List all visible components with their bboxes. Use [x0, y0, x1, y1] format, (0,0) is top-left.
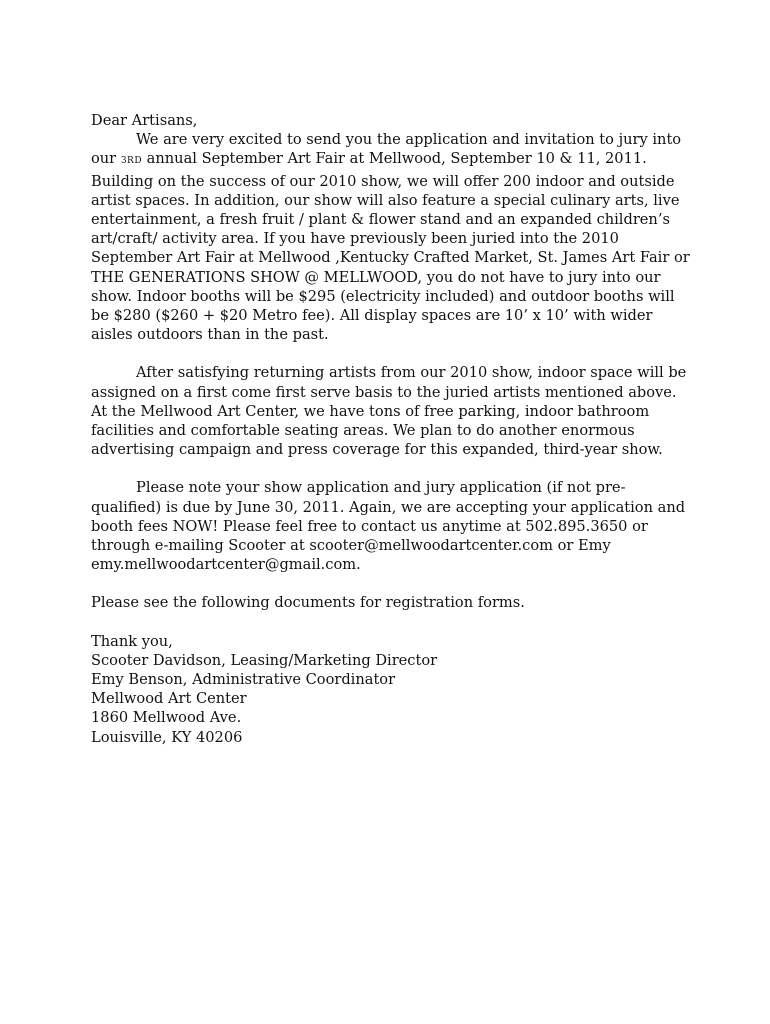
closing: Thank you, — [91, 632, 173, 650]
signature-line: Emy Benson, Administrative Coordinator — [91, 671, 396, 689]
paragraph-gap — [91, 459, 691, 478]
salutation: Dear Artisans, — [91, 112, 198, 129]
signature-line: 1860 Mellwood Ave. — [91, 709, 242, 727]
paragraph-gap — [91, 613, 691, 632]
paragraph-registration: Please see the following documents for registration forms. — [91, 594, 525, 612]
paragraph-deadline: Please note your show application and jury application (if not pre-qualified) is due by June 30, 2011. Again, we are accepting your application and booth fees NOW! Please feel free to contact us anytime at 502.895.3650 or through e-mailing Scooter at scooter@mellwoodartcenter.com or Emy emy.mellwoodartcenter@gmail.com. — [91, 479, 686, 574]
paragraph-invitation-rest: annual September Art Fair at Mellwood, September 10 & 11, 2011. Building on the success of our 2010 show, we will offer 200 indoor and outside artist spaces. In addition, our show will also feature a special culinary arts, live entertainment, a fresh fruit / plant & flower stand and an expanded children’s art/craft/ activity area. If you have previously been juried into the 2010 September Art Fair at Mellwood ,Kentucky Crafted Market, St. James Art Fair or THE GENERATIONS SHOW @ MELLWOOD, you do not have to jury into our show. Indoor booths will be $295 (electricity included) and outdoor booths will be $280 ($260 + $20 Metro fee). All display spaces are 10’ x 10’ with wider aisles outdoors than in the past. — [91, 150, 690, 344]
paragraph-gap — [91, 574, 691, 593]
paragraph-invitation-start: We are very excited to send you the application and invitation to jury into our — [91, 131, 682, 168]
paragraph-invitation — [91, 130, 691, 344]
signature-line: Mellwood Art Center — [91, 690, 247, 708]
paragraph-space-assignment: After satisfying returning artists from our 2010 show, indoor space will be assigned on a first come first serve basis to the juried artists mentioned above. At the Mellwood Art Center, we have tons of free parking, indoor bathroom facilities and comfortable seating areas. We plan to do another enormous advertising campaign and press coverage for this expanded, third-year show. — [91, 364, 687, 459]
letter-body — [91, 111, 691, 747]
ordinal-suffix: 3RD — [120, 156, 143, 167]
signature-line: Louisville, KY 40206 — [91, 728, 243, 746]
paragraph-gap — [91, 344, 691, 363]
signature-line: Scooter Davidson, Leasing/Marketing Director — [91, 651, 438, 669]
